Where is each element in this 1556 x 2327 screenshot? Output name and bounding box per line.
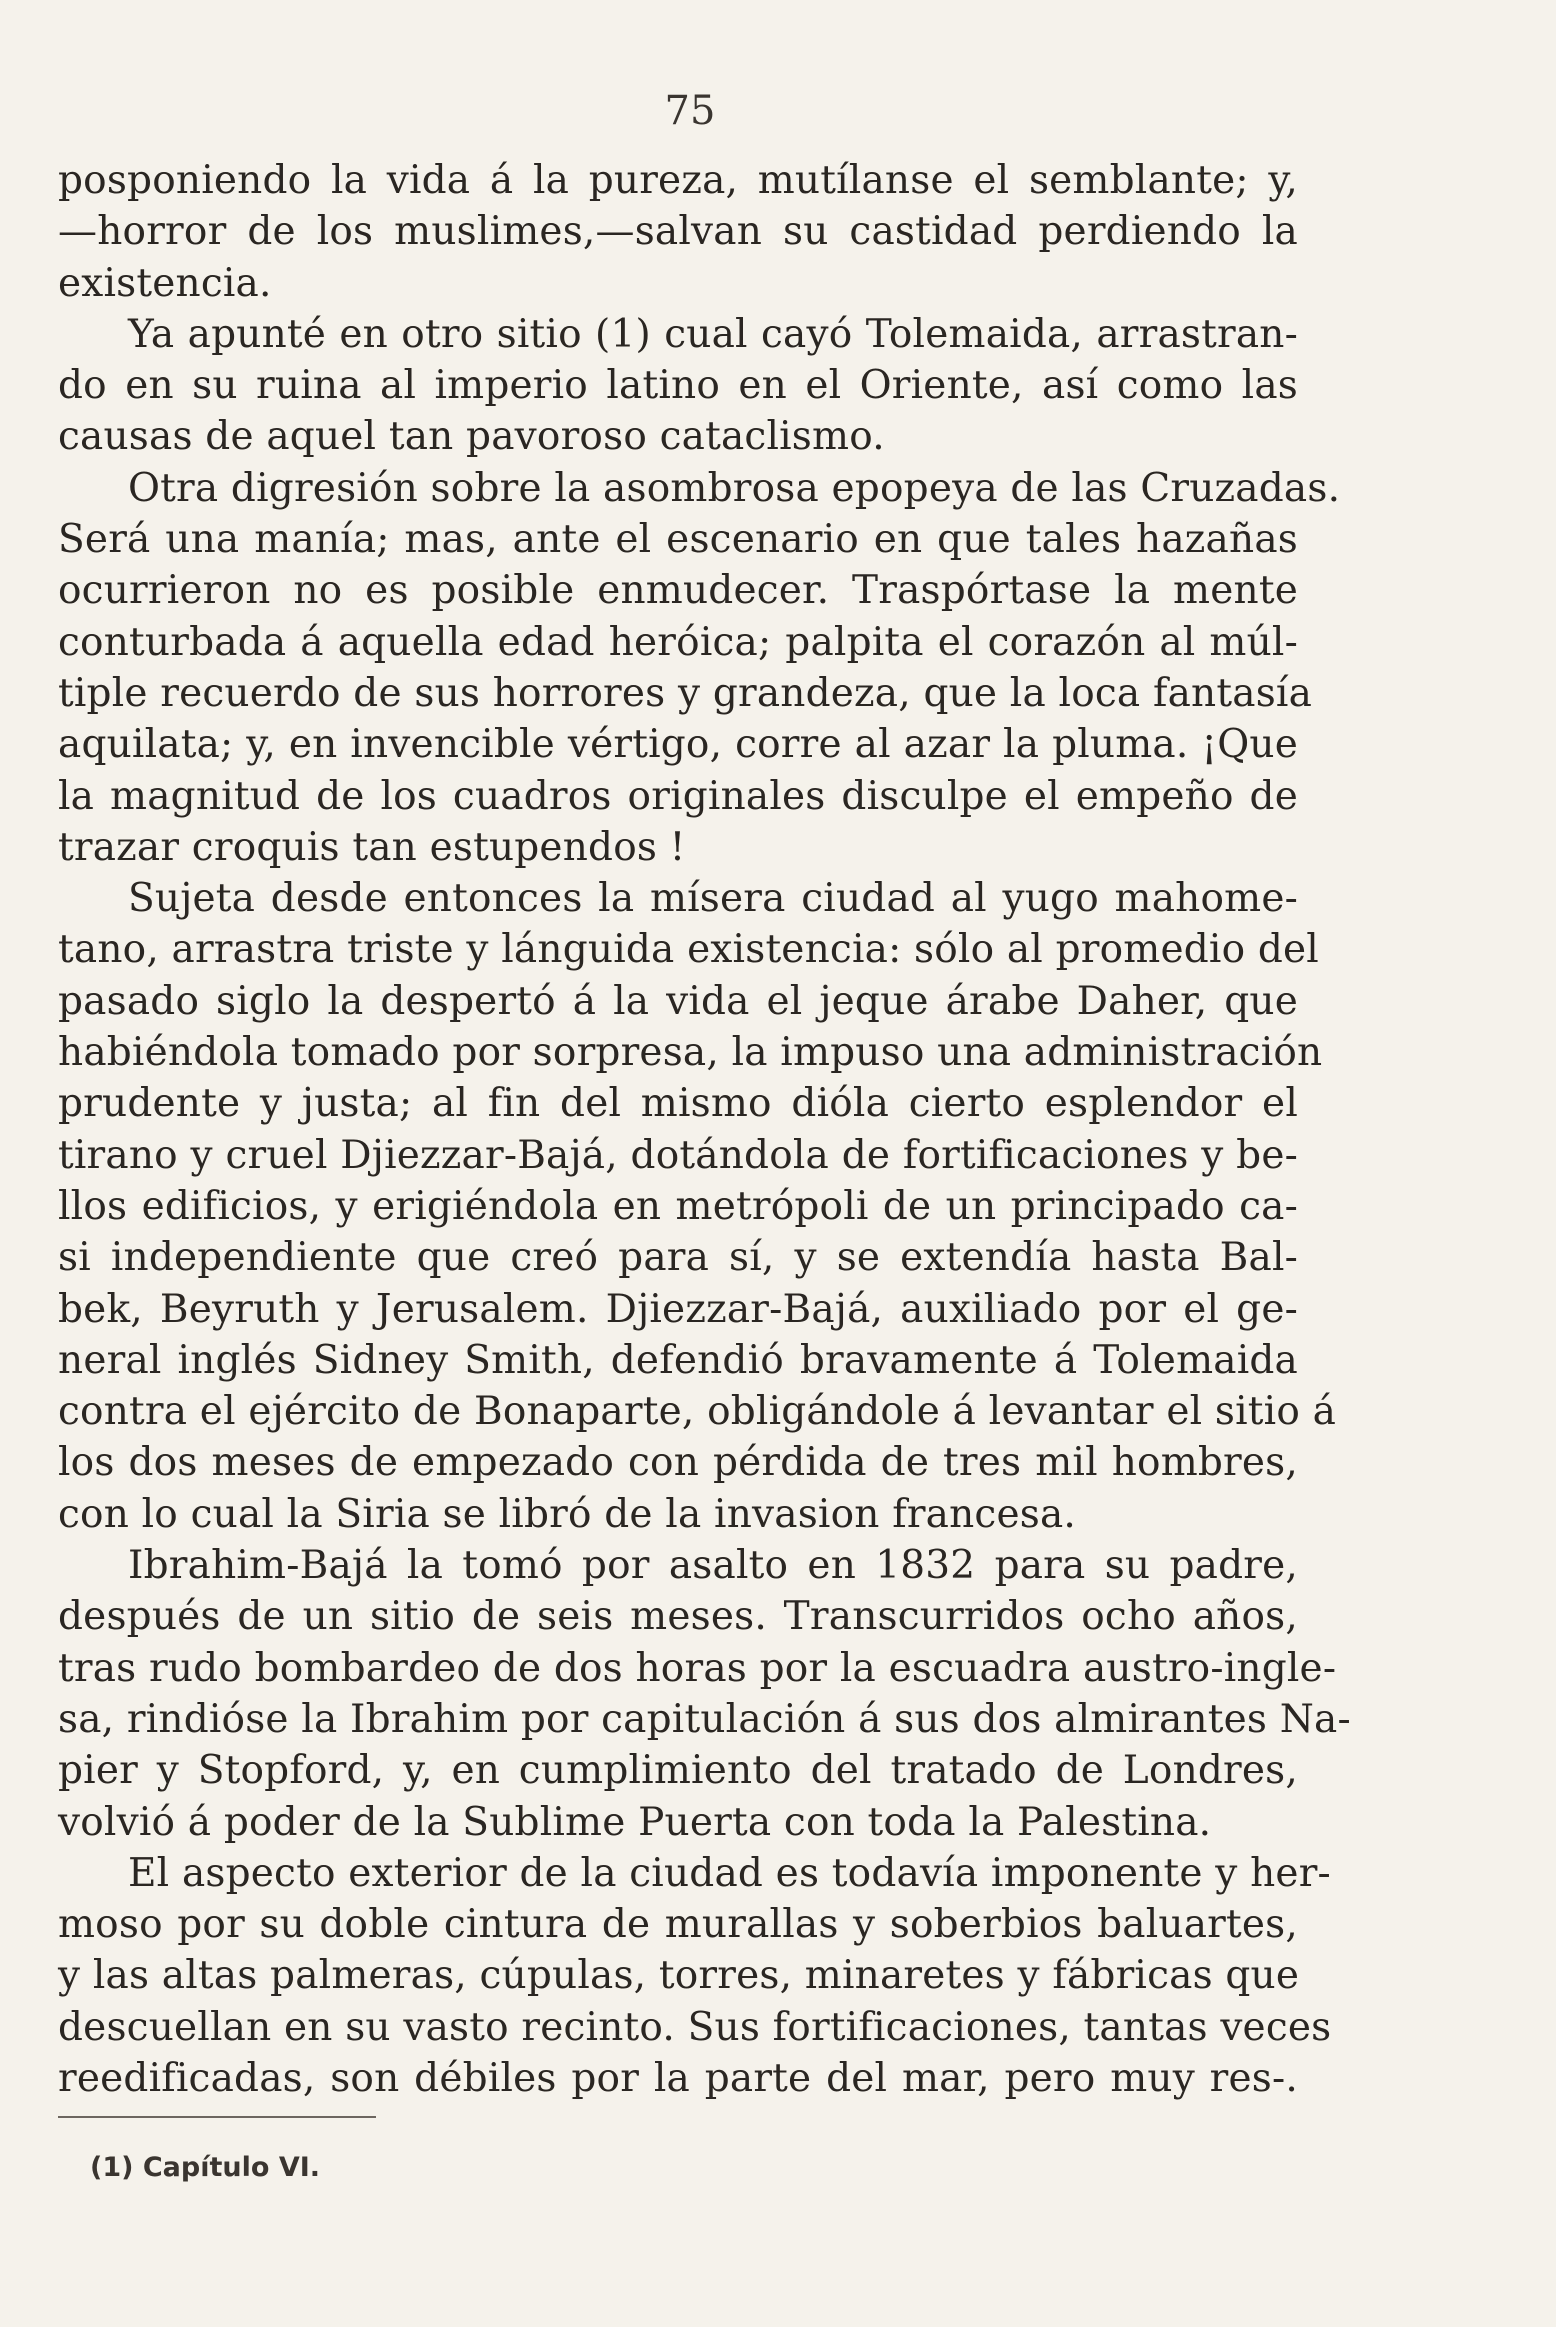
text-line: contra el ejército de Bonaparte, obligándole á levantar el sitio á <box>58 1389 1337 1435</box>
text-line: Ya apunté en otro sitio (1) cual cayó Tolemaida, arrastran- <box>128 311 1298 357</box>
body-text <box>58 155 1351 2104</box>
text-line: trazar croquis tan estupendos ! <box>58 824 686 870</box>
text-line: llos edificios, y erigiéndola en metrópoli de un principado ca- <box>58 1183 1298 1229</box>
text-line: prudente y justa; al fin del mismo dióla cierto esplendor el <box>58 1081 1298 1127</box>
text-line: ocurrieron no es posible enmudecer. Traspórtase la mente <box>58 568 1298 614</box>
text-line: tras rudo bombardeo de dos horas por la escuadra austro-ingle- <box>58 1645 1337 1691</box>
text-line: si independiente que creó para sí, y se extendía hasta Bal- <box>58 1235 1298 1281</box>
text-line: bek, Beyruth y Jerusalem. Djiezzar-Bajá, auxiliado por el ge- <box>58 1286 1298 1332</box>
text-line: causas de aquel tan pavoroso cataclismo. <box>58 414 885 460</box>
text-line: tano, arrastra triste y lánguida existencia: sólo al promedio del <box>58 927 1319 973</box>
text-line: tiple recuerdo de sus horrores y grandeza, que la loca fantasía <box>58 670 1313 716</box>
footnote: (1) Capítulo VI. <box>90 2152 321 2183</box>
text-line: con lo cual la Siria se libró de la invasion francesa. <box>58 1491 1077 1537</box>
text-line: moso por su doble cintura de murallas y soberbios baluartes, <box>58 1902 1298 1948</box>
text-line: Será una manía; mas, ante el escenario en que tales hazañas <box>58 517 1298 563</box>
text-line: Otra digresión sobre la asombrosa epopeya de las Cruzadas. <box>128 465 1341 511</box>
text-line: tirano y cruel Djiezzar-Bajá, dotándola de fortificaciones y be- <box>58 1132 1298 1178</box>
text-line: volvió á poder de la Sublime Puerta con toda la Palestina. <box>58 1799 1212 1845</box>
text-line: El aspecto exterior de la ciudad es todavía imponente y her- <box>128 1850 1331 1896</box>
text-line: existencia. <box>58 260 272 306</box>
text-line: Ibrahim-Bajá la tomó por asalto en 1832 para su padre, <box>128 1543 1298 1589</box>
text-line: los dos meses de empezado con pérdida de tres mil hombres, <box>58 1440 1298 1486</box>
text-line: después de un sitio de seis meses. Transcurridos ocho años, <box>58 1594 1298 1640</box>
text-line: neral inglés Sidney Smith, defendió bravamente á Tolemaida <box>58 1337 1298 1383</box>
text-line: —horror de los muslimes,—salvan su castidad perdiendo la <box>58 209 1298 255</box>
text-line: do en su ruina al imperio latino en el Oriente, así como las <box>58 363 1298 409</box>
text-line: habiéndola tomado por sorpresa, la impuso una administración <box>58 1030 1323 1076</box>
text-line: conturbada á aquella edad heróica; palpita el corazón al múl- <box>58 619 1298 665</box>
text-line: Sujeta desde entonces la mísera ciudad al yugo mahome- <box>128 876 1298 922</box>
text-line: posponiendo la vida á la pureza, mutílanse el semblante; y, <box>58 158 1298 203</box>
text-line: sa, rindióse la Ibrahim por capitulación á sus dos almirantes Na- <box>58 1696 1351 1742</box>
text-line: descuellan en su vasto recinto. Sus fortificaciones, tantas veces <box>58 2004 1332 2050</box>
text-line: la magnitud de los cuadros originales disculpe el empeño de <box>58 773 1298 819</box>
page-number: 75 <box>664 88 716 134</box>
text-line: reedificadas, son débiles por la parte del mar, pero muy res-. <box>58 2055 1298 2101</box>
text-line: aquilata; y, en invencible vértigo, corre al azar la pluma. ¡Que <box>58 722 1298 768</box>
text-line: pier y Stopford, y, en cumplimiento del tratado de Londres, <box>58 1748 1298 1794</box>
text-line: pasado siglo la despertó á la vida el jeque árabe Daher, que <box>58 978 1298 1024</box>
text-line: y las altas palmeras, cúpulas, torres, minaretes y fábricas que <box>58 1953 1300 1999</box>
footnote-divider <box>58 2116 376 2118</box>
